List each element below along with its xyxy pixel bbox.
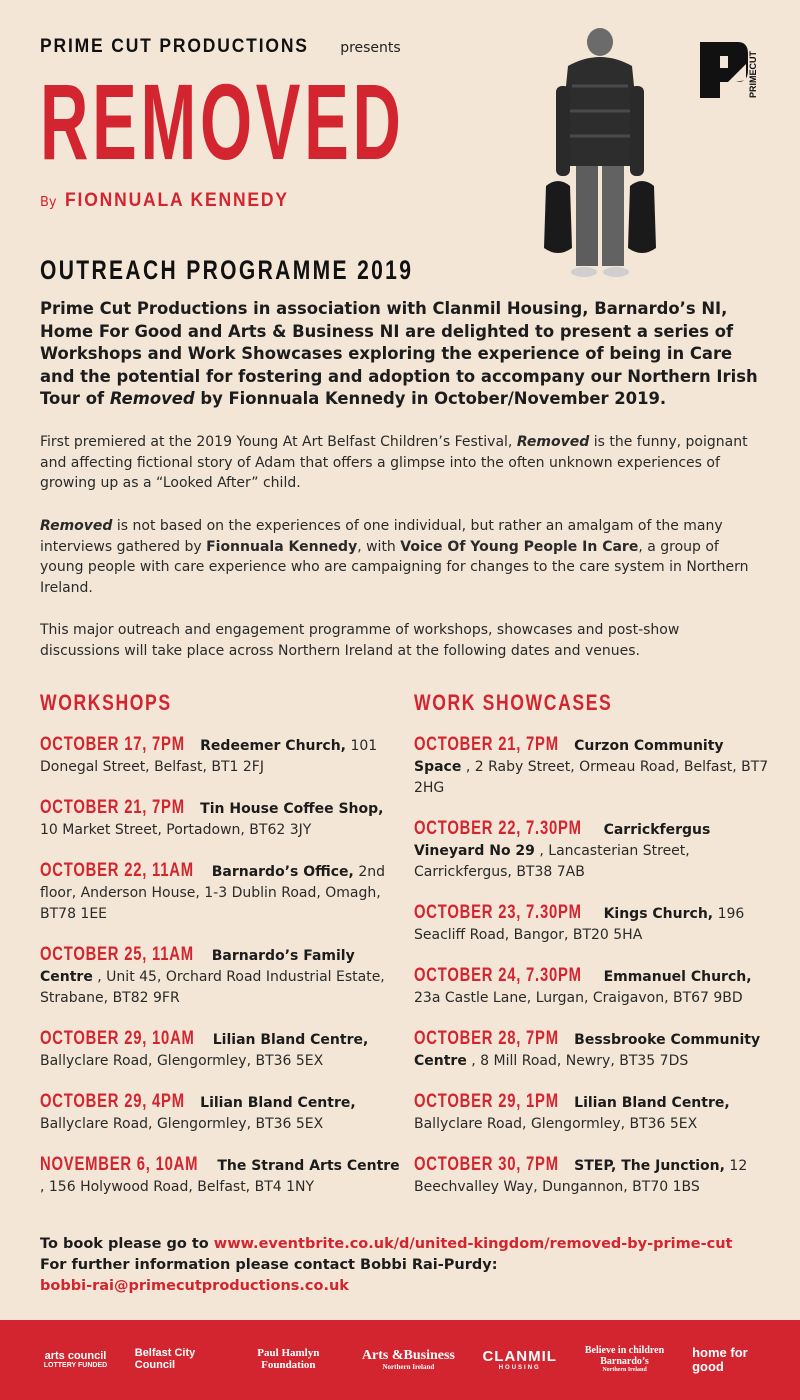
event-venue: Lilian Bland Centre, [212, 1032, 369, 1048]
booking-text: To book please go to [40, 1236, 209, 1252]
arts-council-logo [44, 1351, 107, 1370]
event-venue: Kings Church, [603, 906, 714, 922]
event-address: 196 Seacliff Road, Bangor, BT20 5HA [414, 906, 745, 943]
event-address: , Lancasterian Street, Carrickfergus, BT38 7AB [414, 843, 690, 880]
workshop-event [40, 944, 400, 1009]
sponsor-footer [0, 1320, 800, 1400]
p1-italic: Removed [516, 434, 590, 450]
contact-block [40, 1234, 732, 1297]
event-address: , 8 Mill Road, Newry, BT35 7DS [471, 1053, 689, 1069]
p2-bold-group: Voice Of Young People In Care [400, 538, 639, 555]
p2-text-c: , a group of young people with care experience who are campaigning for changes to the care system in Northern Ireland. [40, 538, 749, 596]
event-date: OCTOBER 22, 11AM [40, 860, 194, 881]
showcases-list [414, 734, 774, 1198]
p1-text-b: is the funny, poignant and affecting fictional story of Adam that offers a glimpse into the often unknown experiences of growing up as a “Looked After” child. [40, 434, 748, 491]
event-date: OCTOBER 30, 7PM [414, 1154, 559, 1175]
event-venue: STEP, The Junction, [574, 1158, 725, 1174]
intro-paragraph [40, 298, 762, 411]
workshop-event [40, 860, 400, 925]
info-text: For further information please contact Bobbi Rai-Purdy: [40, 1257, 498, 1273]
showcase-event [414, 902, 774, 946]
show-title: REMOVED [40, 61, 405, 182]
lottery-text: LOTTERY FUNDED [43, 1362, 108, 1370]
showcases-column [414, 690, 774, 1217]
workshops-column [40, 690, 400, 1217]
arts-business-text: Arts &Business [361, 1347, 455, 1363]
showcase-event [414, 818, 774, 883]
presenter-name: PRIME CUT PRODUCTIONS [40, 36, 309, 57]
email-link[interactable]: bobbi-rai@primecutproductions.co.uk [40, 1278, 349, 1294]
p1-text-a: First premiered at the 2019 Young At Art Belfast Children’s Festival, [40, 434, 513, 450]
clanmil-sub: HOUSING [498, 1364, 541, 1371]
event-address: 2nd floor, Anderson House, 1-3 Dublin Road, Omagh, BT78 1EE [40, 864, 385, 922]
byline [40, 190, 520, 212]
showcase-event [414, 734, 774, 799]
event-date: OCTOBER 22, 7.30PM [414, 818, 582, 839]
event-address: Ballyclare Road, Glengormley, BT36 5EX [414, 1116, 698, 1132]
barnardos-sub: Northern Ireland [602, 1367, 647, 1374]
event-date: OCTOBER 21, 7PM [414, 734, 559, 755]
event-date: OCTOBER 23, 7.30PM [414, 902, 582, 923]
arts-council-text: arts council [44, 1349, 107, 1362]
workshops-heading: WORKSHOPS [40, 690, 172, 715]
intro-text: Prime Cut Productions in association with Clanmil Housing, Barnardo’s NI, Home For Good and Arts & Business NI are delighted to present a series of Workshops and Work Showcases exploring the experience of being in Care and the potential for fostering and adoption to accompany our Northern Irish Tour of [40, 299, 758, 408]
header [40, 36, 520, 212]
event-date: NOVEMBER 6, 10AM [40, 1154, 199, 1175]
event-date: OCTOBER 24, 7.30PM [414, 965, 582, 986]
event-venue: Bessbrooke Community Centre [414, 1032, 761, 1069]
event-date: OCTOBER 25, 11AM [40, 944, 194, 965]
person-illustration [538, 26, 662, 282]
home-for-good-logo: home for good [692, 1345, 748, 1374]
p2-bold-author: Fionnuala Kennedy [206, 538, 358, 555]
event-date: OCTOBER 29, 1PM [414, 1091, 559, 1112]
workshop-event [40, 1028, 400, 1072]
event-address: 101 Donegal Street, Belfast, BT1 2FJ [40, 738, 378, 775]
showcase-event [414, 1091, 774, 1135]
event-venue: Tin House Coffee Shop, [200, 801, 384, 817]
arts-business-logo [362, 1349, 455, 1371]
paragraph-premiere [40, 432, 762, 494]
event-address: , 156 Holywood Road, Belfast, BT4 1NY [40, 1179, 315, 1195]
paragraph-not-based [40, 516, 762, 598]
event-date: OCTOBER 29, 4PM [40, 1091, 185, 1112]
prime-cut-logo [698, 40, 762, 100]
event-venue: Lilian Bland Centre, [574, 1095, 730, 1111]
event-address: Ballyclare Road, Glengormley, BT36 5EX [40, 1116, 324, 1132]
belfast-city-council-logo: Belfast City Council [134, 1347, 196, 1371]
showcase-event [414, 1154, 774, 1198]
event-venue: Barnardo’s Family Centre [40, 948, 355, 985]
by-word: By [40, 195, 57, 210]
workshop-event [40, 734, 400, 778]
clanmil-text: CLANMIL [482, 1347, 557, 1365]
paragraph-programme: This major outreach and engagement programme of workshops, showcases and post-show discussions will take place across Northern Ireland at the following dates and venues. [40, 622, 680, 659]
event-date: OCTOBER 28, 7PM [414, 1028, 559, 1049]
showcases-heading: WORK SHOWCASES [414, 690, 613, 715]
event-venue: Carrickfergus Vineyard No 29 [414, 822, 711, 859]
event-venue: The Strand Arts Centre [217, 1158, 400, 1174]
event-date: OCTOBER 21, 7PM [40, 797, 185, 818]
event-date: OCTOBER 29, 10AM [40, 1028, 195, 1049]
event-address: 10 Market Street, Portadown, BT62 3JY [40, 822, 312, 838]
event-address: Ballyclare Road, Glengormley, BT36 5EX [40, 1053, 324, 1069]
booking-link[interactable]: www.eventbrite.co.uk/d/united-kingdom/removed-by-prime-cut [213, 1236, 733, 1252]
workshop-event [40, 797, 400, 841]
programme-title: OUTREACH PROGRAMME 2019 [40, 255, 414, 285]
event-address: 23a Castle Lane, Lurgan, Craigavon, BT67 9BD [414, 990, 743, 1006]
event-address: 12 Beechvalley Way, Dungannon, BT70 1BS [414, 1158, 748, 1195]
arts-business-sub: Northern Ireland [382, 1362, 435, 1371]
event-address: , Unit 45, Orchard Road Industrial Estate, Strabane, BT82 9FR [40, 969, 385, 1006]
event-venue: Redeemer Church, [200, 738, 347, 754]
author-name: FIONNUALA KENNEDY [64, 190, 289, 211]
event-venue: Barnardo’s Office, [211, 864, 354, 880]
p2-text-b: , with [357, 538, 396, 555]
paul-hamlyn-logo: Paul Hamlyn Foundation [257, 1347, 320, 1371]
showcase-event [414, 965, 774, 1009]
workshop-event [40, 1154, 400, 1198]
intro-italic: Removed [109, 389, 195, 408]
event-venue: Lilian Bland Centre, [200, 1095, 356, 1111]
event-address: , 2 Raby Street, Ormeau Road, Belfast, BT7 2HG [414, 759, 769, 796]
logo-text: PRIMECUT [748, 51, 758, 98]
workshop-event [40, 1091, 400, 1135]
p2-italic: Removed [40, 518, 113, 534]
showcase-event [414, 1028, 774, 1072]
workshops-list [40, 734, 400, 1198]
intro-text-end: by Fionnuala Kennedy in October/November 2019. [200, 389, 667, 408]
clanmil-logo [482, 1349, 557, 1371]
p2-text-a: is not based on the experiences of one individual, but rather an amalgam of the many interviews gathered by [40, 518, 723, 555]
barnardos-text: Believe in children Barnardo’s [584, 1345, 665, 1367]
event-date: OCTOBER 17, 7PM [40, 734, 185, 755]
barnardos-logo [585, 1346, 665, 1373]
presenter-line [40, 36, 520, 58]
event-venue: Curzon Community Space [414, 738, 724, 775]
presents-text: presents [340, 40, 401, 56]
booking-line [40, 1234, 732, 1255]
event-venue: Emmanuel Church, [603, 969, 752, 985]
